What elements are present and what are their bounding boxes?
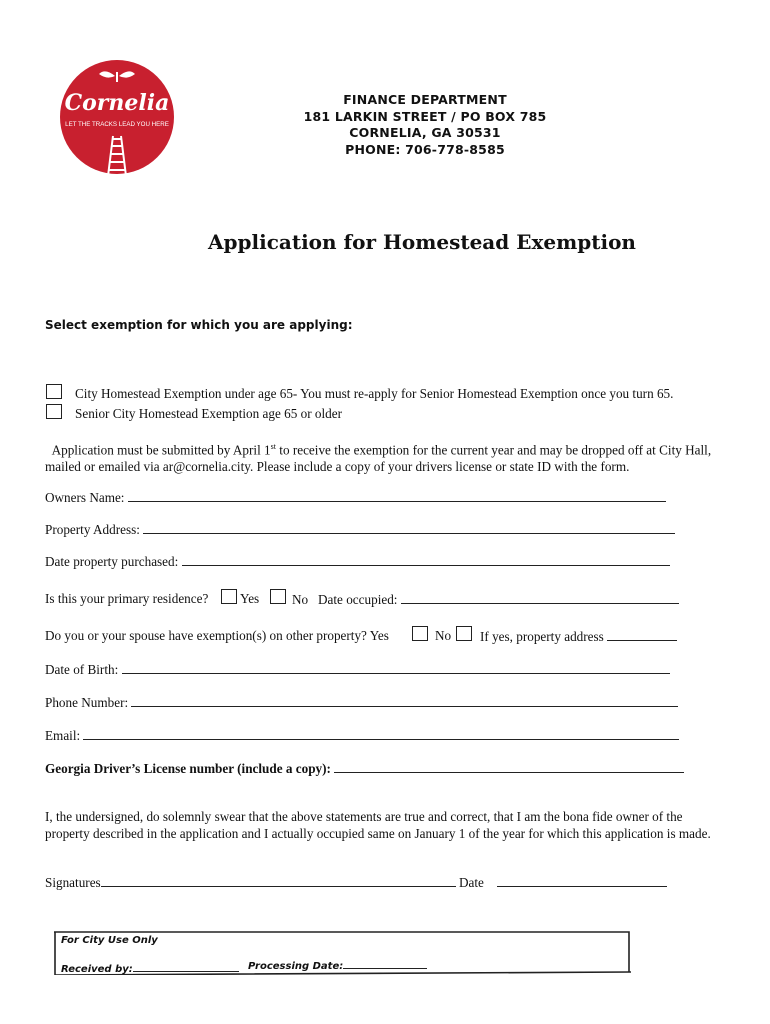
submission-instructions (45, 438, 725, 475)
signature-line[interactable] (101, 874, 456, 887)
signature-field[interactable] (45, 874, 667, 891)
date-occupied-field[interactable] (292, 591, 679, 608)
select-exemption-label: Select exemption for which you are applying: (45, 318, 353, 332)
dob-label: Date of Birth: (45, 662, 119, 677)
phone-label: Phone Number: (45, 695, 129, 710)
other-property-address-line[interactable] (607, 628, 677, 641)
date-occupied-line[interactable] (401, 591, 679, 604)
other-exemption-no-label: No (435, 628, 452, 643)
cornelia-logo-icon (58, 58, 176, 176)
instructions-text-a: Application must be submitted by April 1 (51, 442, 271, 458)
processing-date-field[interactable] (248, 959, 427, 972)
department-phone: PHONE: 706-778-8585 (345, 141, 505, 157)
form-title-wrap (0, 230, 770, 254)
department-address: 181 LARKIN STREET / PO BOX 785 (303, 108, 547, 124)
phone-line[interactable] (131, 694, 678, 707)
senior-checkbox[interactable] (46, 404, 62, 419)
department-city: CORNELIA, GA 30531 (349, 125, 501, 141)
logo-tagline: LET THE TRACKS LEAD YOU HERE (65, 121, 169, 128)
dob-line[interactable] (122, 661, 670, 674)
other-exemption-yes-checkbox[interactable] (412, 626, 428, 641)
instructions-sup: st (270, 442, 276, 451)
property-address-line[interactable] (143, 521, 675, 534)
oath-statement: I, the undersigned, do solemnly swear that the above statements are true and correct, that I am the bona fide owner of the property described in the application and I actually occupied same on January 1 of the year for which this application is made. (45, 809, 711, 841)
other-exemption-field (45, 628, 389, 644)
residence-no-label: No (292, 592, 309, 607)
logo-name: Cornelia (64, 90, 170, 116)
senior-option-label: Senior City Homestead Exemption age 65 or older (75, 406, 342, 421)
other-property-address-field[interactable] (480, 628, 677, 645)
received-by-label: Received by: (61, 964, 133, 975)
primary-residence-label: Is this your primary residence? (45, 591, 209, 606)
license-line[interactable] (334, 760, 684, 773)
if-yes-label: If yes, property address (480, 629, 604, 644)
city-use-heading: For City Use Only (61, 935, 158, 946)
license-label: Georgia Driver’s License number (include a copy): (45, 761, 331, 776)
other-exemption-no-checkbox[interactable] (456, 626, 472, 641)
primary-residence-field (45, 591, 208, 607)
signature-date-line[interactable] (497, 874, 667, 887)
under-65-checkbox[interactable] (46, 384, 62, 399)
received-by-line[interactable] (133, 962, 239, 972)
form-title: Application for Homestead Exemption (208, 230, 636, 254)
license-field[interactable] (45, 760, 684, 777)
property-address-field[interactable] (45, 521, 675, 538)
property-address-label: Property Address: (45, 522, 140, 537)
date-purchased-line[interactable] (182, 553, 670, 566)
date-purchased-label: Date property purchased: (45, 554, 179, 569)
received-by-field[interactable] (61, 962, 239, 975)
city-logo (58, 58, 176, 176)
email-label: Email: (45, 728, 81, 743)
residence-yes-label: Yes (240, 591, 260, 606)
city-use-box (53, 930, 631, 975)
dob-field[interactable] (45, 661, 670, 678)
processing-date-label: Processing Date: (248, 961, 344, 972)
signature-date-label: Date (458, 875, 484, 890)
owners-name-label: Owners Name: (45, 490, 125, 505)
email-line[interactable] (83, 727, 679, 740)
instructions-text-b: to receive the exemption for the current year and may be dropped off at City Hall, mailed or emailed via ar@cornelia.city. Please include a copy of your drivers license or state ID with the form. (45, 442, 712, 475)
processing-date-line[interactable] (343, 959, 427, 969)
residence-no-checkbox[interactable] (270, 589, 286, 604)
department-name: FINANCE DEPARTMENT (343, 92, 507, 107)
date-occupied-label: Date occupied: (318, 592, 398, 607)
under-65-option-label: City Homestead Exemption under age 65- You must re-apply for Senior Homestead Exemption once you turn 65. (75, 386, 674, 401)
email-field[interactable] (45, 727, 679, 744)
signature-label: Signatures (45, 875, 101, 890)
department-header (300, 92, 550, 158)
owners-name-line[interactable] (128, 489, 666, 502)
owners-name-field[interactable] (45, 489, 666, 506)
residence-yes-checkbox[interactable] (221, 589, 237, 604)
phone-field[interactable] (45, 694, 678, 711)
date-purchased-field[interactable] (45, 553, 670, 570)
other-exemption-label: Do you or your spouse have exemption(s) on other property? Yes (45, 628, 389, 643)
